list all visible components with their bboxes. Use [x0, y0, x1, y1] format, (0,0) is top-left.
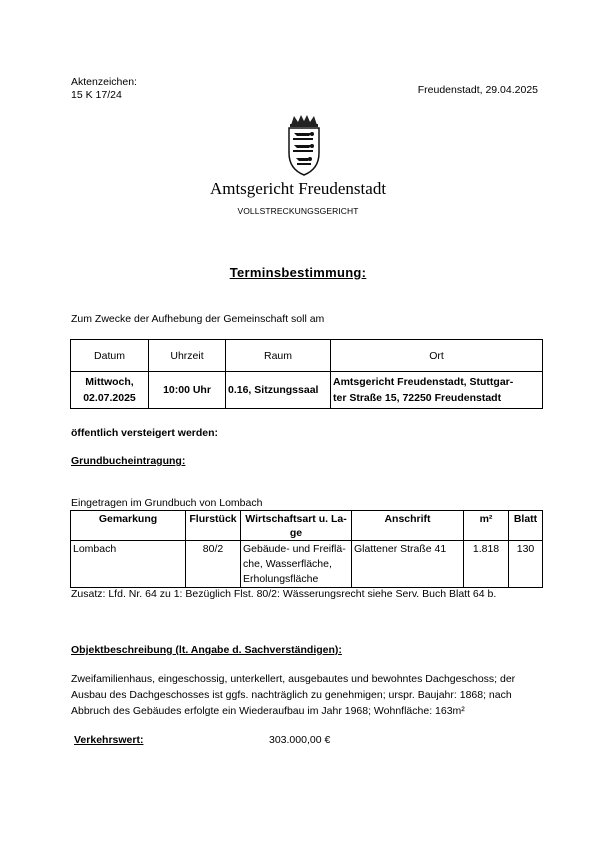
header-uhrzeit: Uhrzeit [149, 340, 226, 372]
termin-room: 0.16, Sitzungssaal [226, 372, 331, 409]
termin-place-line1: Amtsgericht Freudenstadt, Stuttgar- [333, 376, 514, 388]
verkehrswert-value: 303.000,00 € [269, 734, 331, 746]
termin-row [71, 372, 543, 409]
cell-flurstueck: 80/2 [186, 541, 241, 588]
header-wirtschaftsart [241, 511, 352, 541]
termin-header-row [71, 340, 543, 372]
termin-table [70, 339, 543, 409]
page-title: Terminsbestimmung: [229, 265, 367, 280]
grundbuch-row [71, 541, 543, 588]
cell-wirtschaftsart-line2: che, Wasserfläche, [243, 558, 332, 570]
grundbuch-table [70, 510, 543, 588]
termin-date-value: 02.07.2025 [83, 392, 136, 404]
objekt-text: Zweifamilienhaus, eingeschossig, unterkellert, ausgebautes und bewohntes Dachgeschoss; der Ausbau des Dachgeschosses ist ggfs. nachträglich zu genehmigen; urspr. Baujahr: 1868; nach Abbruch des Gebäudes erfolgte ein Wiederaufbau im Jahr 1968; Wohnfläche: 163m² [71, 673, 516, 717]
crest-icon [281, 113, 327, 177]
cell-wirtschaftsart [241, 541, 352, 588]
grundbuch-header-row [71, 511, 543, 541]
grundbuch-heading: Grundbucheintragung: [71, 455, 186, 467]
header-blatt: Blatt [509, 511, 543, 541]
intro-text: Zum Zwecke der Aufhebung der Gemeinschaft soll am [71, 313, 325, 325]
header-wirtschaftsart-line2: ge [289, 527, 303, 539]
header-gemarkung: Gemarkung [71, 511, 186, 541]
header-ort: Ort [331, 340, 543, 372]
termin-date-weekday: Mittwoch, [85, 376, 134, 388]
aktenzeichen-value: 15 K 17/24 [71, 89, 122, 101]
eingetragen-text: Eingetragen im Grundbuch von Lombach [71, 497, 263, 509]
versteigert-text: öffentlich versteigert werden: [71, 427, 219, 439]
cell-wirtschaftsart-line3: Erholungsfläche [243, 573, 319, 585]
objekt-heading: Objektbeschreibung (lt. Angabe d. Sachverständigen): [71, 644, 342, 656]
cell-gemarkung: Lombach [71, 541, 186, 588]
termin-date [71, 372, 149, 409]
cell-wirtschaftsart-line1: Gebäude- und Freiflä- [243, 543, 346, 555]
header-datum: Datum [71, 340, 149, 372]
cell-anschrift: Glattener Straße 41 [352, 541, 464, 588]
court-department: VOLLSTRECKUNGSGERICHT [237, 206, 359, 216]
verkehrswert-label: Verkehrswert: [74, 734, 144, 746]
termin-place [331, 372, 543, 409]
termin-place-line2: ter Straße 15, 72250 Freudenstadt [333, 392, 502, 404]
termin-time: 10:00 Uhr [149, 372, 226, 409]
header-flurstueck: Flurstück [186, 511, 241, 541]
aktenzeichen-label: Aktenzeichen: [71, 76, 137, 88]
zusatz-text: Zusatz: Lfd. Nr. 64 zu 1: Bezüglich Flst. 80/2: Wässerungsrecht siehe Serv. Buch Blatt 64 b. [71, 588, 497, 600]
header-qm: m² [464, 511, 509, 541]
cell-blatt: 130 [509, 541, 543, 588]
court-name: Amtsgericht Freudenstadt [209, 179, 387, 198]
header-raum: Raum [226, 340, 331, 372]
header-anschrift: Anschrift [352, 511, 464, 541]
cell-qm: 1.818 [464, 541, 509, 588]
place-date: Freudenstadt, 29.04.2025 [417, 84, 538, 96]
header-wirtschaftsart-line1: Wirtschaftsart u. La- [245, 513, 347, 525]
aktenzeichen [71, 76, 137, 102]
